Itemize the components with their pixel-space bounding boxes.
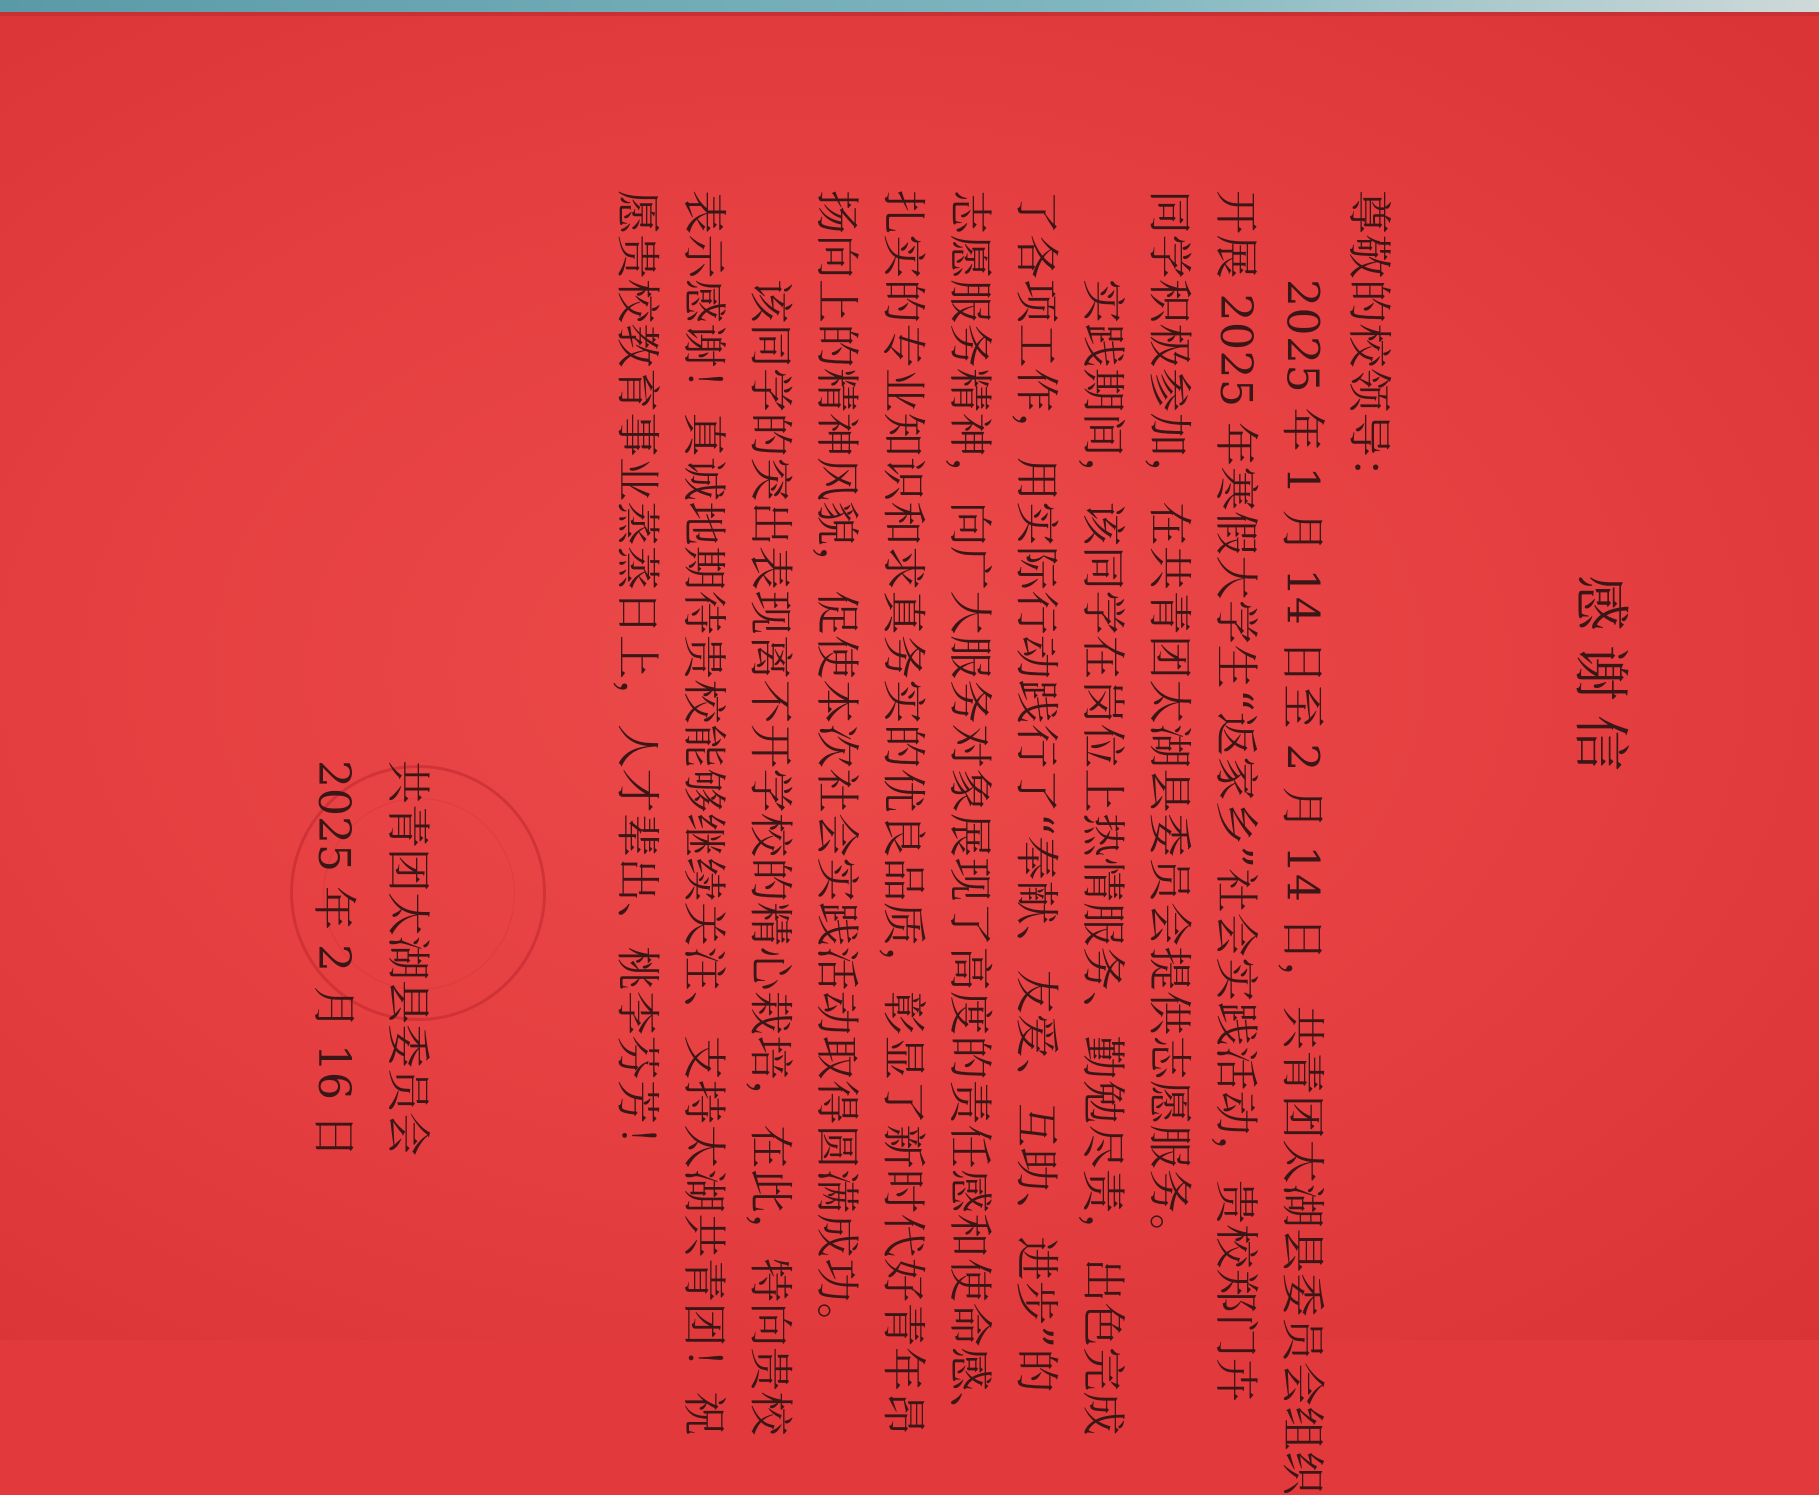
letter-title: 感谢信: [1567, 575, 1632, 785]
body-line: 扬向上的精神风貌，促使本次社会实践活动取得圆满成功。: [811, 190, 862, 1347]
signature-block: [296, 760, 444, 1158]
letter-body: [603, 190, 1401, 1495]
signature-organization: 共青团太湖县委员会: [382, 760, 433, 1156]
body-line: 了各项工作，用实际行动践行了“奉献、友爱、互助、进步”的: [1010, 190, 1062, 1393]
signature-date: 2025 年 2 月 16 日: [308, 760, 359, 1158]
salutation: 尊敬的校领导：: [1343, 190, 1394, 502]
body-line: 表示感谢！真诚地期待贵校能够继续关注、支持太湖共青团！祝: [678, 190, 729, 1436]
body-line: 开展 2025 年寒假大学生“返家乡”社会实践活动，贵校郑门卉: [1210, 190, 1261, 1403]
body-line: 志愿服务精神，向广大服务对象展现了高度的责任感和使命感、: [944, 190, 995, 1436]
body-line: 实践期间，该同学在岗位上热情服务、勤勉尽责，出色完成: [1077, 190, 1128, 1436]
body-line: 扎实的专业知识和求真务实的优良品质，彰显了新时代好青年昂: [877, 190, 929, 1436]
body-line: 2025 年 1 月 14 日至 2 月 14 日，共青团太湖县委员会组织: [1276, 190, 1328, 1495]
body-line: 同学积极参加，在共青团太湖县委员会提供志愿服务。: [1143, 190, 1195, 1258]
body-line: 愿贵校教育事业蒸蒸日上，人才辈出、桃李芬芳！: [611, 190, 663, 1169]
paper-edge: [0, 12, 1819, 16]
background-table-edge: [0, 0, 1819, 12]
body-line: 该同学的突出表现离不开学校的精心栽培，在此，特向贵校: [744, 190, 796, 1436]
